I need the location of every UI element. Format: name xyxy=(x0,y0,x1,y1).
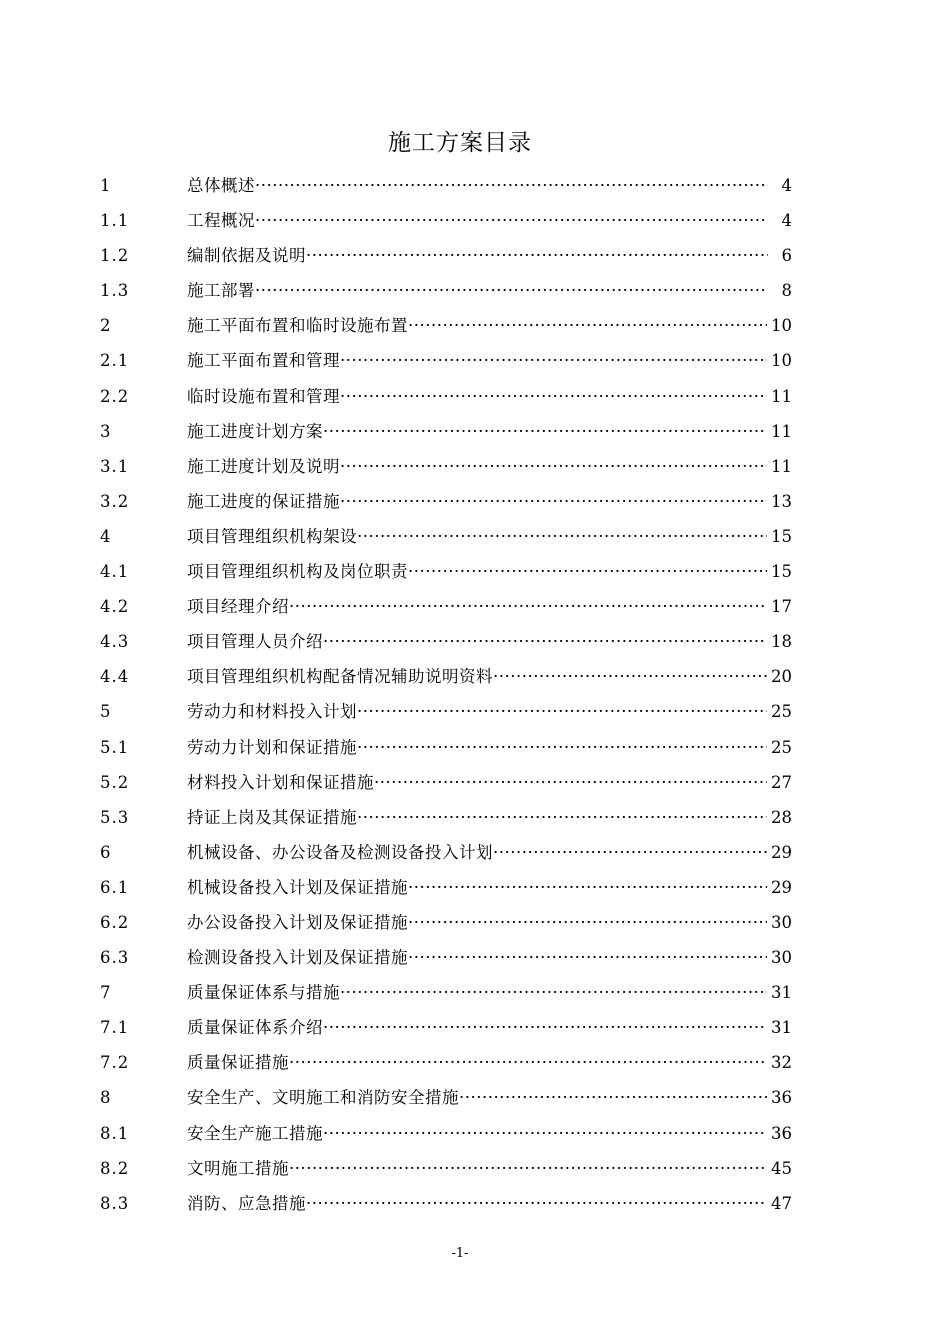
toc-entry-number: 7.2 xyxy=(100,1053,130,1073)
toc-entry[interactable] xyxy=(100,554,792,589)
toc-entry-number: 7.1 xyxy=(100,1018,130,1038)
toc-entry-title: 项目经理介绍 xyxy=(187,597,289,617)
toc-leader-dots xyxy=(374,765,767,800)
toc-entry-title: 质量保证体系介绍 xyxy=(187,1018,323,1038)
toc-leader-dots xyxy=(357,694,767,729)
toc-entry-number: 6.1 xyxy=(100,877,130,897)
toc-entry-page: 30 xyxy=(771,948,792,968)
toc-entry-title: 施工平面布置和管理 xyxy=(187,351,340,371)
toc-entry-title: 施工部署 xyxy=(187,281,255,301)
toc-entry-number: 2 xyxy=(100,316,112,336)
toc-entry[interactable] xyxy=(100,694,792,729)
toc-entry-number: 7 xyxy=(100,983,112,1003)
toc-leader-dots xyxy=(408,905,767,940)
toc-leader-dots xyxy=(408,554,767,589)
toc-leader-dots xyxy=(408,940,767,975)
toc-entry-title: 持证上岗及其保证措施 xyxy=(187,807,357,827)
toc-entry-number: 1 xyxy=(100,176,112,195)
toc-entry-page: 36 xyxy=(771,1123,792,1143)
toc-leader-dots xyxy=(493,659,767,694)
toc-leader-dots xyxy=(357,730,767,765)
toc-entry-page: 11 xyxy=(771,386,792,406)
toc-entry-title: 劳动力计划和保证措施 xyxy=(187,737,357,757)
toc-entry-page: 20 xyxy=(771,667,792,687)
toc-entry[interactable] xyxy=(100,168,792,203)
toc-entry-title: 项目管理组织机构及岗位职责 xyxy=(187,562,408,582)
toc-entry-page: 25 xyxy=(771,737,792,757)
toc-entry-page: 47 xyxy=(771,1193,792,1213)
toc-entry-page: 30 xyxy=(771,912,792,932)
toc-entry[interactable] xyxy=(100,308,792,343)
toc-entry-title: 临时设施布置和管理 xyxy=(187,386,340,406)
toc-leader-dots xyxy=(289,1045,767,1080)
toc-entry-title: 办公设备投入计划及保证措施 xyxy=(187,912,408,932)
toc-entry[interactable] xyxy=(100,1151,792,1186)
toc-entry-title: 材料投入计划和保证措施 xyxy=(187,772,374,792)
toc-entry[interactable] xyxy=(100,730,792,765)
toc-entry[interactable] xyxy=(100,870,792,905)
toc-entry-page: 18 xyxy=(771,632,792,652)
toc-entry-number: 5.3 xyxy=(100,807,130,827)
toc-entry[interactable] xyxy=(100,800,792,835)
toc-entry-number: 8 xyxy=(100,1088,112,1108)
toc-entry-page: 28 xyxy=(771,807,792,827)
toc-entry[interactable] xyxy=(100,1010,792,1045)
toc-leader-dots xyxy=(357,519,767,554)
toc-entry-page: 29 xyxy=(771,877,792,897)
toc-entry-number: 1.3 xyxy=(100,281,130,301)
toc-entry-title: 项目管理组织机构配备情况辅助说明资料 xyxy=(187,667,493,687)
toc-entry-number: 3.1 xyxy=(100,456,130,476)
toc-entry-title: 施工进度计划及说明 xyxy=(187,456,340,476)
toc-entry-page: 31 xyxy=(771,1018,792,1038)
toc-entry-number: 4 xyxy=(100,526,112,546)
toc-entry-page: 36 xyxy=(771,1088,792,1108)
page-title: 施工方案目录 xyxy=(388,130,532,156)
toc-entry-number: 1.2 xyxy=(100,246,130,266)
toc-entry-page: 45 xyxy=(771,1158,792,1178)
toc-entry-title: 施工平面布置和临时设施布置 xyxy=(187,316,408,336)
toc-entry-page: 13 xyxy=(771,491,792,511)
toc-entry[interactable] xyxy=(100,940,792,975)
toc-entry-number: 6 xyxy=(100,842,112,862)
toc-entry-number: 2.2 xyxy=(100,386,130,406)
toc-entry[interactable] xyxy=(100,203,792,238)
toc-entry-title: 机械设备、办公设备及检测设备投入计划 xyxy=(187,842,493,862)
toc-entry-title: 总体概述 xyxy=(187,176,255,195)
toc-entry[interactable] xyxy=(100,765,792,800)
toc-entry[interactable] xyxy=(100,484,792,519)
toc-entry-page: 27 xyxy=(771,772,792,792)
toc-entry-page: 15 xyxy=(771,562,792,582)
toc-entry-number: 8.3 xyxy=(100,1193,130,1213)
toc-entry-number: 8.1 xyxy=(100,1123,130,1143)
toc-entry-number: 4.1 xyxy=(100,562,130,582)
toc-entry-page: 10 xyxy=(771,316,792,336)
toc-entry[interactable] xyxy=(100,449,792,484)
toc-entry-page: 8 xyxy=(781,281,792,301)
toc-leader-dots xyxy=(323,414,767,449)
toc-entry-number: 3 xyxy=(100,421,112,441)
toc-entry[interactable] xyxy=(100,905,792,940)
toc-entry-page: 31 xyxy=(771,983,792,1003)
toc-leader-dots xyxy=(493,835,767,870)
toc-entry-number: 5 xyxy=(100,702,112,722)
toc-leader-dots xyxy=(289,589,767,624)
toc-entry-title: 工程概况 xyxy=(187,211,255,231)
toc-entry-number: 8.2 xyxy=(100,1158,130,1178)
toc-entry-title: 项目管理组织机构架设 xyxy=(187,526,357,546)
toc-entry-number: 4.4 xyxy=(100,667,130,687)
toc-leader-dots xyxy=(289,1151,767,1186)
toc-entry[interactable] xyxy=(100,1045,792,1080)
toc-entry[interactable] xyxy=(100,975,792,1010)
toc-entry[interactable] xyxy=(100,835,792,870)
toc-leader-dots xyxy=(340,379,767,414)
toc-entry-page: 10 xyxy=(771,351,792,371)
toc-entry-number: 6.3 xyxy=(100,948,130,968)
toc-leader-dots xyxy=(357,800,767,835)
toc-entry-number: 3.2 xyxy=(100,491,130,511)
toc-leader-dots xyxy=(323,624,767,659)
toc-entry-page: 32 xyxy=(771,1053,792,1073)
toc-leader-dots xyxy=(459,1080,767,1115)
toc-leader-dots xyxy=(323,1116,767,1151)
toc-entry-page: 4 xyxy=(781,176,792,195)
toc-entry-page: 11 xyxy=(771,421,792,441)
toc-entry[interactable] xyxy=(100,238,792,273)
toc-entry-page: 25 xyxy=(771,702,792,722)
toc-entry[interactable] xyxy=(100,519,792,554)
toc-entry-page: 6 xyxy=(781,246,792,266)
toc-entry[interactable] xyxy=(100,1080,792,1115)
toc-entry-number: 6.2 xyxy=(100,912,130,932)
toc-leader-dots xyxy=(255,273,768,308)
toc-entry-title: 编制依据及说明 xyxy=(187,246,306,266)
toc-entry-number: 4.3 xyxy=(100,632,130,652)
page-number: -1- xyxy=(451,1246,469,1261)
toc-entry-title: 安全生产、文明施工和消防安全措施 xyxy=(187,1088,459,1108)
toc-leader-dots xyxy=(323,1010,767,1045)
toc-entry-number: 5.1 xyxy=(100,737,130,757)
toc-leader-dots xyxy=(340,449,767,484)
toc-leader-dots xyxy=(255,168,768,203)
toc-entry-page: 4 xyxy=(781,211,792,231)
toc-entry-title: 检测设备投入计划及保证措施 xyxy=(187,948,408,968)
toc-entry-page: 17 xyxy=(771,597,792,617)
toc-entry[interactable] xyxy=(100,1116,792,1151)
toc-leader-dots xyxy=(306,238,768,273)
toc-leader-dots xyxy=(340,343,767,378)
table-of-contents xyxy=(100,168,792,1221)
toc-entry[interactable] xyxy=(100,343,792,378)
toc-leader-dots xyxy=(306,1186,767,1221)
toc-entry[interactable] xyxy=(100,379,792,414)
toc-entry-number: 4.2 xyxy=(100,597,130,617)
toc-entry[interactable] xyxy=(100,659,792,694)
toc-entry-number: 5.2 xyxy=(100,772,130,792)
toc-entry-title: 施工进度的保证措施 xyxy=(187,491,340,511)
toc-entry[interactable] xyxy=(100,1186,792,1221)
toc-entry-title: 项目管理人员介绍 xyxy=(187,632,323,652)
toc-entry-title: 劳动力和材料投入计划 xyxy=(187,702,357,722)
toc-leader-dots xyxy=(255,203,768,238)
toc-entry[interactable] xyxy=(100,624,792,659)
toc-entry[interactable] xyxy=(100,414,792,449)
toc-entry-page: 29 xyxy=(771,842,792,862)
toc-leader-dots xyxy=(340,975,767,1010)
toc-entry-title: 文明施工措施 xyxy=(187,1158,289,1178)
toc-entry-title: 消防、应急措施 xyxy=(187,1193,306,1213)
toc-entry-page: 11 xyxy=(771,456,792,476)
toc-entry-title: 质量保证措施 xyxy=(187,1053,289,1073)
toc-leader-dots xyxy=(408,308,767,343)
toc-entry-title: 施工进度计划方案 xyxy=(187,421,323,441)
toc-leader-dots xyxy=(340,484,767,519)
toc-entry-number: 2.1 xyxy=(100,351,130,371)
toc-entry-title: 质量保证体系与措施 xyxy=(187,983,340,1003)
toc-entry-title: 机械设备投入计划及保证措施 xyxy=(187,877,408,897)
toc-entry-page: 15 xyxy=(771,526,792,546)
toc-leader-dots xyxy=(408,870,767,905)
toc-entry[interactable] xyxy=(100,589,792,624)
toc-entry[interactable] xyxy=(100,273,792,308)
toc-entry-title: 安全生产施工措施 xyxy=(187,1123,323,1143)
toc-entry-number: 1.1 xyxy=(100,211,130,231)
